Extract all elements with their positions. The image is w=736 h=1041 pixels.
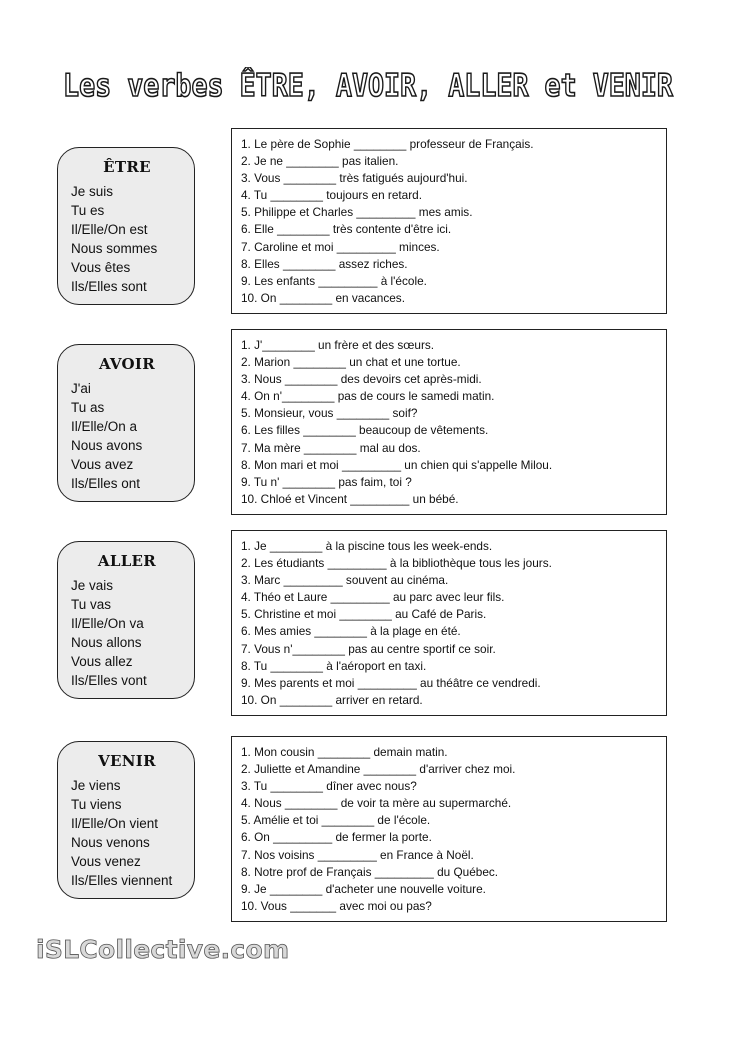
- exercise-item: 10. Chloé et Vincent _________ un bébé.: [241, 491, 459, 506]
- exercise-item: 10. On ________ arriver en retard.: [241, 692, 423, 707]
- exercise-item: 8. Mon mari et moi _________ un chien qui s'appelle Milou.: [241, 457, 553, 472]
- exercise-box-aller: [231, 530, 667, 716]
- conjugation-item: Tu vas: [71, 597, 112, 612]
- exercise-item: 3. Tu ________ dîner avec nous?: [241, 779, 417, 794]
- exercise-item: 7. Nos voisins _________ en France à Noël.: [241, 847, 474, 862]
- verb-heading: VENIR: [98, 752, 156, 770]
- exercise-item: 9. Je ________ d'acheter une nouvelle voiture.: [241, 881, 486, 896]
- conjugation-box-venir: [57, 741, 195, 899]
- exercise-item: 2. Juliette et Amandine ________ d'arriver chez moi.: [241, 762, 516, 777]
- exercise-item: 8. Tu ________ à l'aéroport en taxi.: [241, 658, 427, 673]
- conjugation-item: Nous sommes: [71, 241, 158, 256]
- exercise-item: 1. Le père de Sophie ________ professeur de Français.: [241, 137, 534, 151]
- conjugation-box-aller: [57, 541, 195, 699]
- exercise-item: 5. Philippe et Charles _________ mes amis.: [241, 205, 473, 220]
- exercise-item: 8. Elles ________ assez riches.: [241, 256, 408, 271]
- conjugation-item: Je suis: [71, 184, 114, 199]
- conjugation-item: Il/Elle/On va: [71, 616, 144, 631]
- exercise-item: 3. Nous ________ des devoirs cet après-midi.: [241, 372, 482, 387]
- conjugation-item: Tu viens: [71, 797, 122, 812]
- conjugation-item: Tu as: [71, 400, 105, 415]
- exercise-item: 1. Mon cousin ________ demain matin.: [241, 745, 448, 759]
- exercise-item: 1. J'________ un frère et des sœurs.: [241, 338, 435, 352]
- conjugation-item: Ils/Elles viennent: [71, 873, 173, 888]
- conjugation-item: Vous allez: [71, 654, 133, 669]
- exercise-item: 4. On n'________ pas de cours le samedi matin.: [241, 389, 495, 404]
- exercise-item: 9. Les enfants _________ à l'école.: [241, 273, 427, 288]
- exercise-list: [241, 337, 666, 508]
- exercise-box-avoir: [231, 329, 667, 515]
- exercise-item: 1. Je ________ à la piscine tous les week-ends.: [241, 539, 493, 553]
- exercise-item: 6. On _________ de fermer la porte.: [241, 830, 432, 845]
- exercise-item: 4. Nous ________ de voir ta mère au supermarché.: [241, 796, 512, 811]
- conjugation-item: Il/Elle/On vient: [71, 816, 159, 831]
- exercise-item: 5. Christine et moi ________ au Café de Paris.: [241, 607, 487, 622]
- conjugation-item: Il/Elle/On a: [71, 419, 138, 434]
- conjugation-item: Ils/Elles vont: [71, 673, 147, 688]
- exercise-item: 9. Mes parents et moi _________ au théâtre ce vendredi.: [241, 675, 541, 690]
- exercise-item: 2. Marion ________ un chat et une tortue.: [241, 355, 461, 370]
- exercise-list: [241, 136, 666, 307]
- conjugation-item: J'ai: [71, 381, 91, 396]
- exercise-list: [241, 538, 666, 709]
- page-title: Les verbes ÊTRE, AVOIR, ALLER et VENIR: [63, 68, 673, 104]
- exercise-item: 3. Marc _________ souvent au cinéma.: [241, 573, 449, 588]
- exercise-item: 10. Vous _______ avec moi ou pas?: [241, 898, 432, 913]
- exercise-item: 6. Les filles ________ beaucoup de vêtements.: [241, 423, 489, 438]
- exercise-item: 10. On ________ en vacances.: [241, 290, 405, 305]
- conjugation-item: Ils/Elles sont: [71, 279, 147, 294]
- conjugation-item: Nous venons: [71, 835, 150, 850]
- exercise-box-venir: [231, 736, 667, 922]
- conjugation-item: Tu es: [71, 203, 105, 218]
- exercise-box-etre: [231, 128, 667, 314]
- verb-heading: ALLER: [97, 552, 157, 570]
- exercise-item: 8. Notre prof de Français _________ du Québec.: [241, 864, 499, 879]
- exercise-item: 7. Caroline et moi _________ minces.: [241, 239, 440, 254]
- exercise-item: 2. Les étudiants _________ à la bibliothèque tous les jours.: [241, 556, 552, 571]
- conjugation-item: Vous êtes: [71, 260, 131, 275]
- verb-heading: AVOIR: [99, 355, 155, 373]
- conjugation-list: [71, 776, 194, 890]
- conjugation-item: Nous allons: [71, 635, 142, 650]
- exercise-item: 7. Vous n'________ pas au centre sportif ce soir.: [241, 641, 496, 656]
- conjugation-list: [71, 576, 194, 690]
- exercise-list: [241, 744, 666, 915]
- conjugation-list: [71, 182, 194, 296]
- footer-watermark: iSLCollective.com: [36, 935, 290, 964]
- exercise-item: 2. Je ne ________ pas italien.: [241, 154, 399, 169]
- exercise-item: 4. Théo et Laure _________ au parc avec leur fils.: [241, 590, 505, 605]
- exercise-item: 5. Monsieur, vous ________ soif?: [241, 406, 418, 421]
- exercise-item: 6. Elle ________ très contente d'être ici.: [241, 222, 452, 237]
- conjugation-item: Il/Elle/On est: [71, 222, 148, 237]
- conjugation-item: Nous avons: [71, 438, 143, 453]
- conjugation-list: [71, 379, 194, 493]
- exercise-item: 6. Mes amies ________ à la plage en été.: [241, 624, 461, 639]
- exercise-item: 3. Vous ________ très fatigués aujourd'hui.: [241, 171, 468, 186]
- conjugation-item: Vous avez: [71, 457, 134, 472]
- conjugation-item: Je viens: [71, 778, 121, 793]
- exercise-item: 4. Tu ________ toujours en retard.: [241, 188, 423, 203]
- exercise-item: 5. Amélie et toi ________ de l'école.: [241, 813, 431, 828]
- conjugation-box-etre: [57, 147, 195, 305]
- conjugation-item: Je vais: [71, 578, 114, 593]
- conjugation-item: Vous venez: [71, 854, 141, 869]
- exercise-item: 9. Tu n' ________ pas faim, toi ?: [241, 474, 412, 489]
- conjugation-item: Ils/Elles ont: [71, 476, 141, 491]
- verb-heading: ÊTRE: [103, 158, 151, 176]
- conjugation-box-avoir: [57, 344, 195, 502]
- exercise-item: 7. Ma mère ________ mal au dos.: [241, 440, 421, 455]
